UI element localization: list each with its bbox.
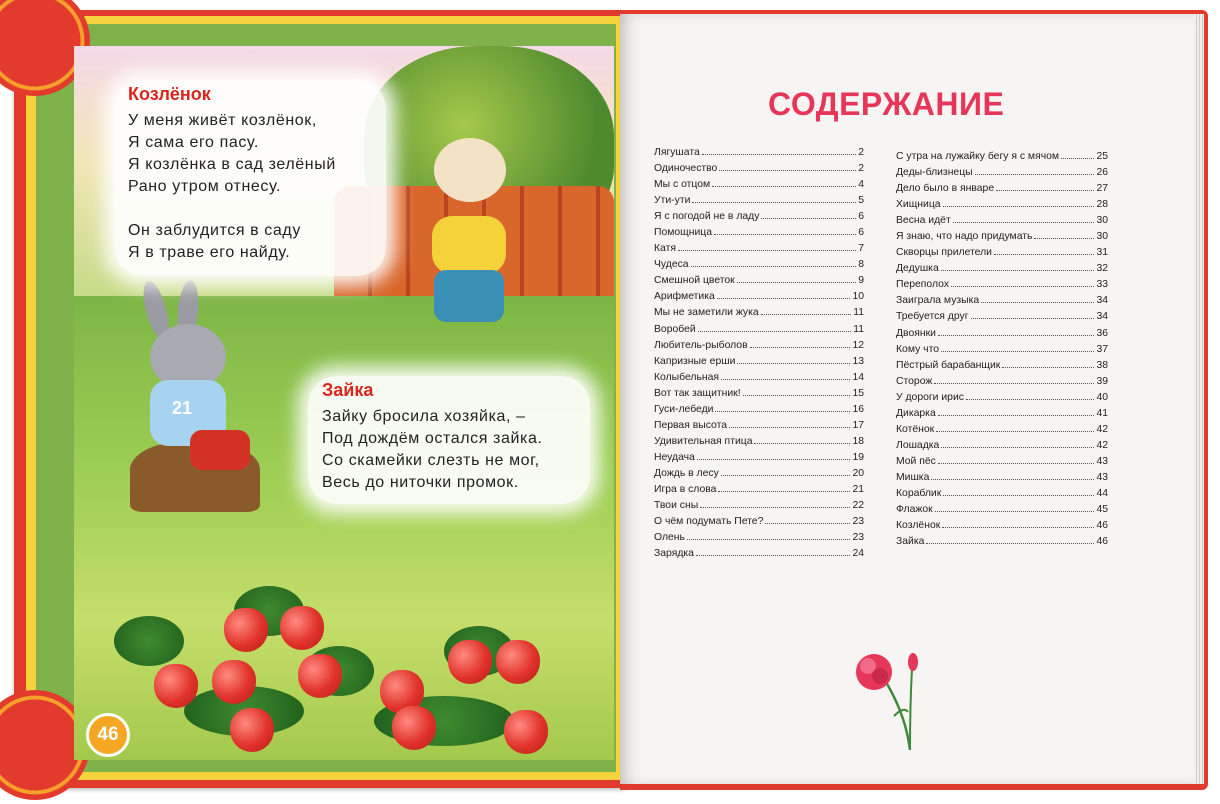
toc-entry-title: Мы с отцом xyxy=(654,179,711,191)
toc-entry xyxy=(654,163,864,179)
toc-leader-dots xyxy=(994,254,1094,255)
toc-leader-dots xyxy=(691,266,857,267)
toc-entry xyxy=(654,227,864,243)
strawberry xyxy=(212,660,256,704)
toc-entry xyxy=(896,456,1108,472)
toc-entry-page: 43 xyxy=(1096,455,1108,467)
toc-entry-title: Неудача xyxy=(654,451,695,463)
toc-entry-title: Гуси-лебеди xyxy=(654,403,714,415)
toc-entry-title: Требуется друг xyxy=(896,311,969,323)
toc-entry-page: 8 xyxy=(858,259,864,271)
toc-entry-page: 27 xyxy=(1096,183,1108,195)
toc-leader-dots xyxy=(1002,367,1094,368)
toc-leader-dots xyxy=(719,170,856,171)
toc-leader-dots xyxy=(737,363,850,364)
toc-entry xyxy=(896,360,1108,376)
toc-entry xyxy=(896,504,1108,520)
toc-leader-dots xyxy=(761,314,852,315)
toc-leader-dots xyxy=(936,431,1094,432)
toc-entry xyxy=(654,404,864,420)
toc-entry-page: 6 xyxy=(858,211,864,223)
toc-entry-page: 5 xyxy=(858,195,864,207)
strawberry xyxy=(224,608,268,652)
toc-entry xyxy=(654,324,864,340)
toc-entry xyxy=(896,344,1108,360)
toc-entry xyxy=(896,424,1108,440)
toc-entry-title: Первая высота xyxy=(654,419,727,431)
poem-title: Козлёнок xyxy=(128,84,211,104)
toc-leader-dots xyxy=(697,459,851,460)
poem-zayka xyxy=(308,376,590,504)
toc-entry-page: 43 xyxy=(1096,471,1108,483)
toc-entry xyxy=(654,307,864,323)
toc-entry xyxy=(654,275,864,291)
toc-leader-dots xyxy=(687,539,850,540)
toc-leader-dots xyxy=(926,543,1094,544)
toc-entry xyxy=(896,183,1108,199)
toc-entry-title: Я с погодой не в ладу xyxy=(654,211,760,223)
toc-leader-dots xyxy=(934,383,1094,384)
toc-entry-title: Дедушка xyxy=(896,263,939,275)
toc-leader-dots xyxy=(1034,238,1094,239)
poem-line: Зайку бросила хозяйка, – xyxy=(322,408,526,425)
toc-entry xyxy=(654,500,864,516)
toc-leader-dots xyxy=(942,527,1094,528)
toc-entry-title: Кому что xyxy=(896,343,940,355)
strawberry xyxy=(230,708,274,752)
toc-entry xyxy=(654,420,864,436)
toc-entry xyxy=(654,548,864,564)
toc-entry xyxy=(654,516,864,532)
toc-entry-page: 23 xyxy=(852,532,864,544)
poem-line: Весь до ниточки промок. xyxy=(322,474,519,491)
toc-entry-page: 17 xyxy=(852,419,864,431)
toc-leader-dots xyxy=(941,270,1095,271)
toc-entry-page: 25 xyxy=(1096,151,1108,162)
toc-entry-page: 41 xyxy=(1096,407,1108,419)
toc-entry-title: С утра на лужайку бегу я с мячом xyxy=(896,151,1060,162)
poem-line xyxy=(128,198,336,220)
toc-entry-title: Сторож xyxy=(896,375,933,387)
toc-entry-title: Капризные ерши xyxy=(654,355,736,367)
page-edges xyxy=(1194,14,1204,784)
poem-kozlenok xyxy=(114,80,386,276)
toc-entry xyxy=(896,167,1108,183)
toc-entry xyxy=(654,243,864,259)
poem-line: Рано утром отнесу. xyxy=(128,178,282,195)
toc-entry xyxy=(654,259,864,275)
toc-entry-page: 28 xyxy=(1096,199,1108,211)
toc-entry-title: Арифметика xyxy=(654,291,715,303)
toc-entry-title: Переполох xyxy=(896,279,950,291)
toc-entry-page: 33 xyxy=(1096,279,1108,291)
shirt-number: 21 xyxy=(172,398,193,418)
toc-entry-page: 40 xyxy=(1096,391,1108,403)
toc-leader-dots xyxy=(702,154,856,155)
toc-leader-dots xyxy=(715,411,850,412)
strawberry xyxy=(280,606,324,650)
toc-leader-dots xyxy=(750,347,851,348)
toc-entry-page: 11 xyxy=(853,307,864,319)
toc-entry-title: Я знаю, что надо придумать xyxy=(896,231,1033,243)
poem-line: Под дождём остался зайка. xyxy=(322,430,543,447)
toc-leader-dots xyxy=(941,351,1094,352)
strawberry xyxy=(298,654,342,698)
toc-leader-dots xyxy=(698,331,852,332)
toc-leader-dots xyxy=(1061,158,1094,159)
illustration xyxy=(74,46,614,760)
toc-entry-title: Смешной цветок xyxy=(654,275,735,287)
toc-entry-page: 45 xyxy=(1096,504,1108,516)
toc-entry xyxy=(896,536,1108,552)
toc-entry xyxy=(896,295,1108,311)
toc-entry xyxy=(896,520,1108,536)
toc-entry-title: Одиночество xyxy=(654,163,718,175)
toc-leader-dots xyxy=(721,379,850,380)
toc-entry-title: Воробей xyxy=(654,323,696,335)
toc-leader-dots xyxy=(953,222,1095,223)
toc-entry-page: 9 xyxy=(858,275,864,287)
strawberry xyxy=(448,640,492,684)
poem-line: Со скамейки слезть не мог, xyxy=(322,452,540,469)
toc-title: СОДЕРЖАНИЕ xyxy=(768,86,1005,122)
strawberry xyxy=(392,706,436,750)
toc-entry-title: Помощница xyxy=(654,227,712,239)
toc-entry-page: 18 xyxy=(852,435,864,447)
toc-entry-page: 42 xyxy=(1096,439,1108,451)
toc-entry-title: Чудеса xyxy=(654,259,689,271)
toc-entry-title: Флажок xyxy=(896,504,933,516)
toc-entry-title: Дело было в январе xyxy=(896,183,995,195)
toc-entry-page: 20 xyxy=(852,467,864,479)
toc-leader-dots xyxy=(938,463,1095,464)
bunny-character xyxy=(146,280,306,510)
toc-entry-page: 38 xyxy=(1096,359,1108,371)
toc-entry xyxy=(654,195,864,211)
toc-entry-title: У дороги ирис xyxy=(896,391,964,403)
toc-entry xyxy=(896,279,1108,295)
toc-entry xyxy=(654,372,864,388)
toc-entry xyxy=(896,376,1108,392)
carnation-flower-icon xyxy=(846,646,926,756)
toc-leader-dots xyxy=(737,282,856,283)
toc-leader-dots xyxy=(754,443,850,444)
toc-entry-page: 37 xyxy=(1096,343,1108,355)
toc-entry-page: 7 xyxy=(858,243,864,255)
toc-leader-dots xyxy=(966,399,1094,400)
toc-leader-dots xyxy=(718,491,850,492)
toc-leader-dots xyxy=(714,234,856,235)
toc-entry-page: 14 xyxy=(852,371,864,383)
page-number: 46 xyxy=(86,713,130,757)
toc-leader-dots xyxy=(971,318,1095,319)
toc-entry-title: Удивительная птица xyxy=(654,435,753,447)
toc-entry-title: Твои сны xyxy=(654,500,699,512)
toc-entry-title: О чём подумать Пете? xyxy=(654,516,764,528)
strawberry xyxy=(504,710,548,754)
toc-entry xyxy=(896,408,1108,424)
toc-entry-page: 22 xyxy=(852,500,864,512)
toc-entry-page: 10 xyxy=(852,291,864,303)
toc-leader-dots xyxy=(981,302,1094,303)
toc-leader-dots xyxy=(996,190,1094,191)
toc-entry xyxy=(896,215,1108,231)
toc-entry-page: 2 xyxy=(858,163,864,175)
toc-leader-dots xyxy=(717,298,851,299)
toc-entry xyxy=(654,291,864,307)
poem-line: Он заблудится в саду xyxy=(128,222,301,239)
toc-leader-dots xyxy=(765,523,850,524)
toc-leader-dots xyxy=(700,507,850,508)
toc-entry xyxy=(654,388,864,404)
toc-leader-dots xyxy=(761,218,856,219)
toc-entry-title: Мой пёс xyxy=(896,455,936,467)
toc-entry-page: 24 xyxy=(852,548,864,560)
toc-leader-dots xyxy=(975,174,1095,175)
toc-entry-page: 46 xyxy=(1096,520,1108,532)
toc-entry-page: 13 xyxy=(852,355,864,367)
toc-entry-page: 44 xyxy=(1096,487,1108,499)
toc-entry-page: 11 xyxy=(853,323,864,335)
toc-entry-page: 26 xyxy=(1096,167,1108,179)
toc-entry-page: 32 xyxy=(1096,263,1108,275)
toc-entry-title: Заиграла музыка xyxy=(896,295,980,307)
toc-entry xyxy=(654,179,864,195)
toc-entry-title: Зарядка xyxy=(654,548,694,560)
toc-entry xyxy=(654,340,864,356)
toc-entry-title: Олень xyxy=(654,532,685,544)
toc-entry xyxy=(654,211,864,227)
toc-entry-title: Скворцы прилетели xyxy=(896,247,992,259)
toc-entry xyxy=(896,472,1108,488)
toc-column-left xyxy=(654,147,864,564)
toc-entry-title: Вот так защитник! xyxy=(654,387,741,399)
poem-title: Зайка xyxy=(322,380,374,400)
toc-entry-title: Катя xyxy=(654,243,676,255)
toc-leader-dots xyxy=(943,495,1094,496)
toc-column-right xyxy=(896,151,1108,552)
toc-leader-dots xyxy=(696,555,850,556)
toc-entry-page: 6 xyxy=(858,227,864,239)
poem-text xyxy=(322,406,543,494)
toc-entry-page: 12 xyxy=(852,339,864,351)
poem-line: Я в траве его найду. xyxy=(128,244,291,261)
toc-entry-title: Дикарка xyxy=(896,407,936,419)
toc-entry-page: 16 xyxy=(852,403,864,415)
toc-entry-title: Деды-близнецы xyxy=(896,167,973,179)
toc-leader-dots xyxy=(935,511,1095,512)
toc-entry-title: Зайка xyxy=(896,536,925,548)
toc-entry-title: Мишка xyxy=(896,471,930,483)
toc-entry-page: 21 xyxy=(852,483,864,495)
toc-leader-dots xyxy=(729,427,850,428)
toc-leader-dots xyxy=(938,415,1095,416)
toc-leader-dots xyxy=(678,250,856,251)
toc-entry xyxy=(654,468,864,484)
toc-entry-page: 23 xyxy=(852,516,864,528)
toc-entry-title: Игра в слова xyxy=(654,483,717,495)
poem-line: У меня живёт козлёнок, xyxy=(128,112,317,129)
toc-entry-page: 19 xyxy=(852,451,864,463)
toc-entry xyxy=(654,356,864,372)
toc-entry xyxy=(654,436,864,452)
toc-entry-title: Двоянки xyxy=(896,327,936,339)
toc-entry xyxy=(654,532,864,548)
toc-entry-title: Любитель-рыболов xyxy=(654,339,748,351)
poem-text xyxy=(128,110,336,264)
toc-leader-dots xyxy=(743,395,851,396)
poem-line: Я козлёнка в сад зелёный xyxy=(128,156,336,173)
toc-entry-title: Козлёнок xyxy=(896,520,941,532)
toc-entry-title: Лягушата xyxy=(654,147,700,158)
toc-entry-title: Пёстрый барабанщик xyxy=(896,359,1001,371)
toc-entry-page: 30 xyxy=(1096,231,1108,243)
toc-entry-title: Весна идёт xyxy=(896,215,951,227)
toc-entry-title: Колыбельная xyxy=(654,371,720,383)
toc-entry-page: 36 xyxy=(1096,327,1108,339)
toc-entry-page: 4 xyxy=(858,179,864,191)
poem-line: Я сама его пасу. xyxy=(128,134,259,151)
toc-leader-dots xyxy=(951,286,1094,287)
toc-entry xyxy=(654,452,864,468)
toc-leader-dots xyxy=(941,447,1094,448)
toc-entry-title: Хищница xyxy=(896,199,941,211)
toc-leader-dots xyxy=(943,206,1095,207)
toc-entry xyxy=(896,263,1108,279)
toc-entry xyxy=(896,392,1108,408)
toc-entry xyxy=(896,440,1108,456)
toc-entry-page: 34 xyxy=(1096,295,1108,307)
toc-leader-dots xyxy=(931,479,1094,480)
strawberry xyxy=(496,640,540,684)
strawberry xyxy=(154,664,198,708)
toc-entry xyxy=(896,151,1108,167)
toc-entry-page: 46 xyxy=(1096,536,1108,548)
toc-leader-dots xyxy=(721,475,851,476)
toc-leader-dots xyxy=(938,335,1095,336)
toc-entry xyxy=(896,247,1108,263)
toc-entry-title: Дождь в лесу xyxy=(654,467,719,479)
toc-entry-page: 2 xyxy=(858,147,864,158)
toc-entry xyxy=(654,147,864,163)
toc-entry-title: Лошадка xyxy=(896,439,940,451)
toc-leader-dots xyxy=(712,186,856,187)
toc-entry-page: 34 xyxy=(1096,311,1108,323)
toc-entry-page: 42 xyxy=(1096,423,1108,435)
toc-entry-page: 39 xyxy=(1096,375,1108,387)
toc-entry-title: Котёнок xyxy=(896,423,935,435)
toc-entry xyxy=(896,311,1108,327)
strawberry-leaf xyxy=(114,616,184,666)
toc-entry-page: 30 xyxy=(1096,215,1108,227)
toc-entry-title: Кораблик xyxy=(896,487,942,499)
toc-entry xyxy=(896,199,1108,215)
toc-entry xyxy=(896,231,1108,247)
toc-entry-title: Ути-ути xyxy=(654,195,691,207)
toc-entry-title: Мы не заметили жука xyxy=(654,307,759,319)
toc-entry-page: 15 xyxy=(852,387,864,399)
goat-character xyxy=(414,138,524,358)
toc-entry-page: 31 xyxy=(1096,247,1108,259)
toc-leader-dots xyxy=(692,202,856,203)
toc-entry xyxy=(654,484,864,500)
toc-entry xyxy=(896,328,1108,344)
toc-entry xyxy=(896,488,1108,504)
